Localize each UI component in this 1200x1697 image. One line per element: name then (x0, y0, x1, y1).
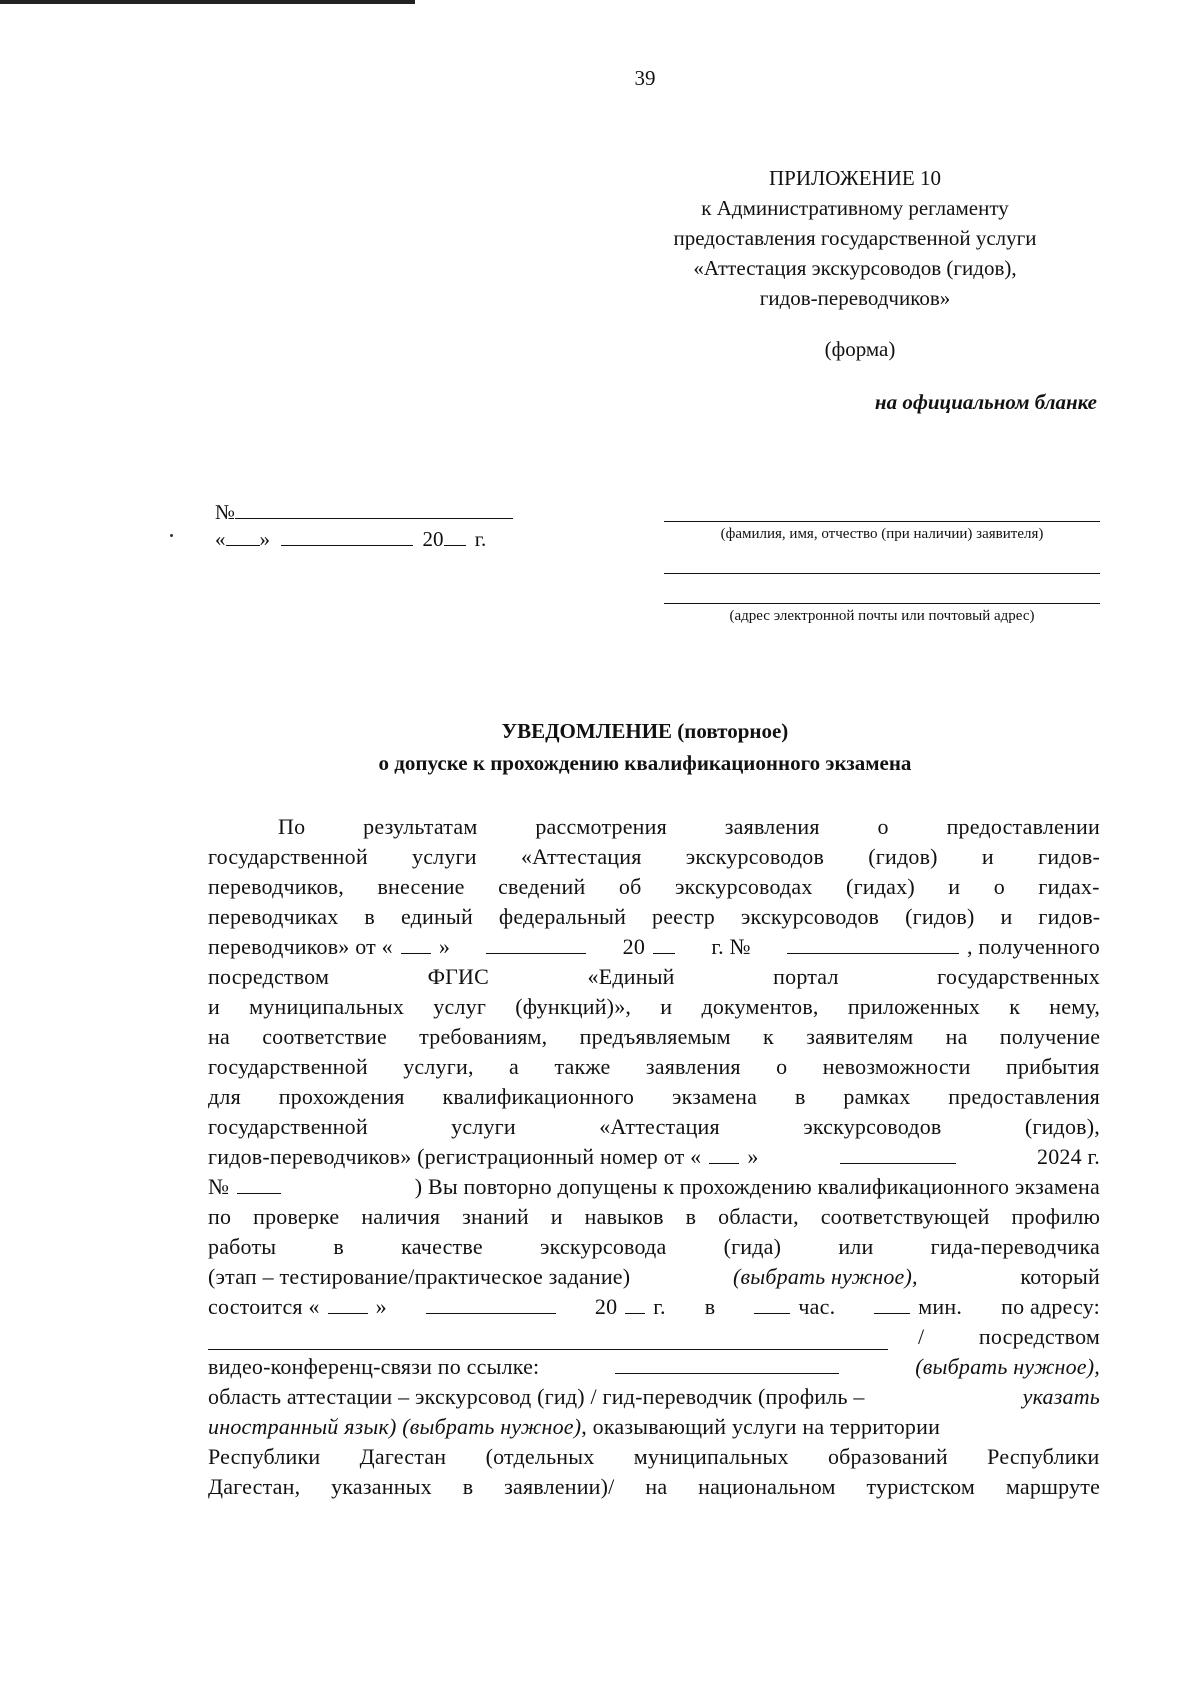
registration-number: № (215, 500, 513, 525)
year-blank[interactable] (444, 527, 466, 546)
body-line-20: область аттестации – экскурсовод (гид) / гид-переводчик (профиль – указать (208, 1384, 1100, 1409)
date-month-blank[interactable] (486, 935, 586, 954)
body-line-19: видео-конференц-связи по ссылке: (выбрать нужное), (208, 1354, 1100, 1379)
notice-title: УВЕДОМЛЕНИЕ (повторное) (501, 719, 789, 743)
body-line-2: государственной услуги «Аттестация экскурсоводов (гидов) и гидов- (208, 844, 1100, 869)
exam-minute-blank[interactable] (874, 1295, 910, 1314)
appendix-line: ПРИЛОЖЕНИЕ 10 (769, 166, 941, 190)
video-link-blank[interactable] (615, 1355, 839, 1374)
body-line-12: гидов-переводчиков» (регистрационный номер от « » 2024 г. (208, 1144, 1100, 1169)
body-line-1: По результатам рассмотрения заявления о предоставлении (278, 814, 1100, 839)
body-line-11: государственной услуги «Аттестация экскурсоводов (гидов), (208, 1114, 1100, 1139)
body-line-17: состоится « » 20 г. в час. мин. по адресу: (208, 1294, 1100, 1319)
registration-date: « » 20 г. (215, 527, 487, 551)
date-year-blank[interactable] (653, 935, 675, 954)
applicant-name-line[interactable] (664, 521, 1100, 522)
exam-year-blank[interactable] (625, 1295, 645, 1314)
exam-hour-blank[interactable] (754, 1295, 790, 1314)
exam-month-blank[interactable] (426, 1295, 556, 1314)
appendix-line: гидов-переводчиков» (759, 286, 951, 310)
body-line-8: на соответствие требованиям, предъявляемым к заявителям на получение (208, 1024, 1101, 1049)
body-line-21: иностранный язык) (выбрать нужное) , оказывающий услуги на территории (208, 1414, 941, 1439)
body-line-14: по проверке наличия знаний и навыков в области, соответствующей профилю (208, 1204, 1101, 1229)
application-number-blank[interactable] (787, 935, 959, 954)
body-line-22: Республики Дагестан (отдельных муниципальных образований Республики (208, 1444, 1100, 1469)
page-number: 39 (634, 66, 656, 90)
body-line-4: переводчиках в единый федеральный реестр экскурсоводов (гидов) и гидов- (208, 904, 1101, 929)
body-line-5: переводчиков» от « » 20 г. № , полученного (208, 934, 1100, 959)
appendix-line: «Аттестация экскурсоводов (гидов), (693, 256, 1017, 280)
number-blank[interactable] (235, 500, 513, 519)
day-blank[interactable] (226, 527, 260, 546)
reg-month-blank[interactable] (840, 1145, 956, 1164)
body-line-3: переводчиков, внесение сведений об экскурсоводах (гидах) и о гидах- (208, 874, 1100, 899)
applicant-name-caption: (фамилия, имя, отчество (при наличии) заявителя) (720, 526, 1044, 542)
exam-address-blank[interactable] (208, 1349, 888, 1350)
scan-dot (170, 534, 173, 537)
body-line-18: / посредством (918, 1324, 1100, 1349)
appendix-line: к Административному регламенту (701, 196, 1009, 220)
body-line-15: работы в качестве экскурсовода (гида) или гида-переводчика (208, 1234, 1100, 1259)
body-line-7: и муниципальных услуг (функций)», и документов, приложенных к нему, (208, 994, 1101, 1019)
top-edge-line (0, 0, 415, 4)
body-line-16: (этап – тестирование/практическое задание) (выбрать нужное), который (208, 1264, 1100, 1289)
body-line-23: Дагестан, указанных в заявлении)/ на национальном туристском маршруте (208, 1474, 1101, 1499)
exam-day-blank[interactable] (328, 1295, 368, 1314)
appendix-header (610, 163, 1100, 313)
notice-subtitle: о допуске к прохождению квалификационного экзамена (378, 751, 912, 775)
applicant-extra-line[interactable] (664, 573, 1100, 574)
form-label: (форма) (824, 337, 896, 361)
reg-number-blank[interactable] (237, 1175, 281, 1194)
appendix-line: предоставления государственной услуги (673, 226, 1037, 250)
month-blank[interactable] (281, 527, 413, 546)
body-line-13: № ) Вы повторно допущены к прохождению квалификационного экзамена (208, 1174, 1100, 1199)
applicant-address-line[interactable] (664, 603, 1100, 604)
reg-day-blank[interactable] (709, 1145, 739, 1164)
official-blank-note: на официальном бланке (874, 390, 1097, 414)
applicant-address-caption: (адрес электронной почты или почтовый адрес) (729, 608, 1035, 624)
body-line-6: посредством ФГИС «Единый портал государственных (208, 964, 1100, 989)
body-line-9: государственной услуги, а также заявления о невозможности прибытия (208, 1054, 1100, 1079)
date-day-blank[interactable] (401, 935, 431, 954)
body-line-10: для прохождения квалификационного экзамена в рамках предоставления (208, 1084, 1100, 1109)
